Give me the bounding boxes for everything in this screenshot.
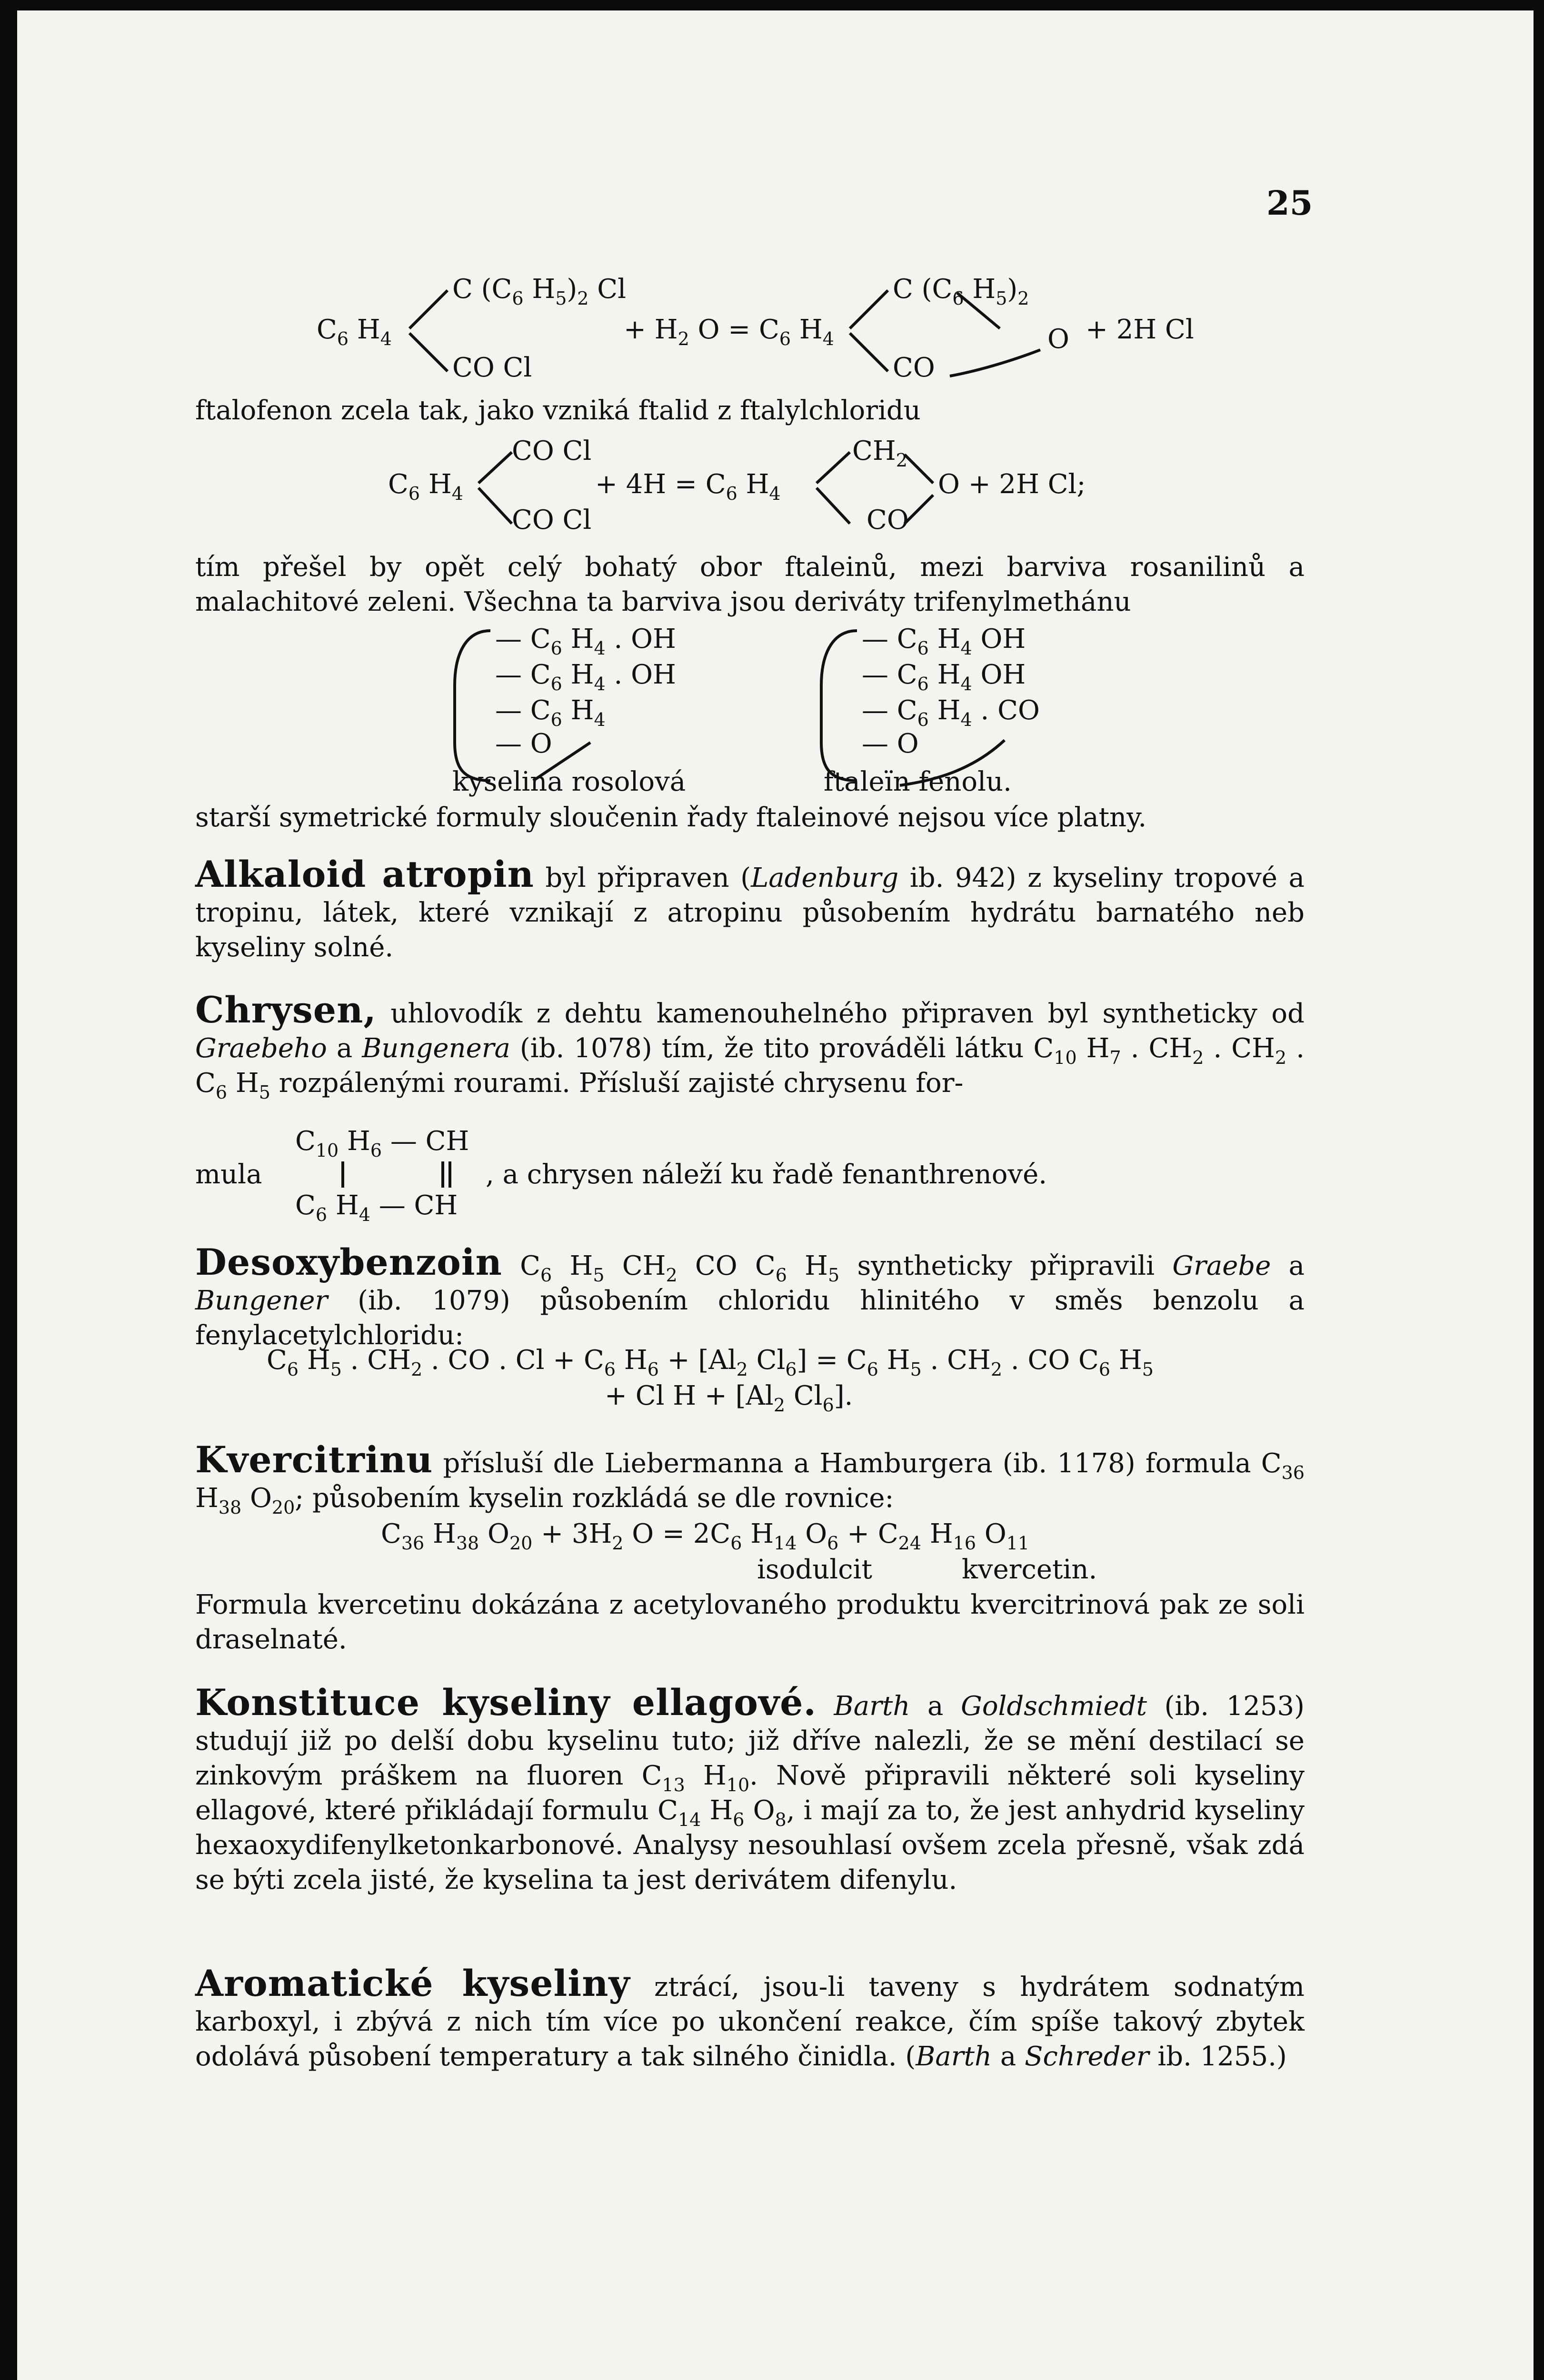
bond-line bbox=[905, 455, 933, 483]
para-ellagova: Konstituce kyseliny ellagové. Barth a Goldschmiedt (ib. 1253) studují již po delší dobu kyselinu tuto; již dříve nalezli, že se mění destilací se zinkovým práškem na fluoren $C_{13}$ $H_{10}$. Nově připravili některé soli kyseliny ellagové, které přikládají formulu $C_{14}$ $H_6$ $O_8$, i mají za to, že jest anhydrid kyseliny hexaoxydifenylketonkarbonové. Analysy nesouhlasí ovšem zcela přesně, však zdá se býti zcela jisté, že kyselina ta jest derivátem difenylu. bbox=[195, 1681, 1305, 1895]
eq1-middle: + $H_2$ $O = C_6$ $H_4$ bbox=[624, 314, 834, 349]
para-aromaticke: Aromatické kyseliny ztrácí, jsou-li taveny s hydrátem sodnatým karboxyl, i zbývá z nich tím více po ukončení reakce, čím spíše takový zbytek odolává působení temperatury a tak silného činidla. (Barth a Schreder ib. 1255.) bbox=[195, 1962, 1305, 2072]
heading-aromaticke: Aromatické kyseliny bbox=[195, 1962, 630, 2004]
rosol-line-1: — $C_6$ $H_4$ . OH bbox=[495, 624, 676, 659]
para-atropin: Alkaloid atropin byl připraven (Ladenburg ib. 942) z kyseliny tropové a tropinu, látek, které vznikají z atropinu působením hydrátu barnatého neb kyseliny solné. bbox=[195, 853, 1305, 963]
formula-bracket bbox=[821, 631, 857, 781]
chrysen-formula-word: mula bbox=[195, 1159, 262, 1190]
rosol-line-2: — $C_6$ $H_4$ . OH bbox=[495, 659, 676, 694]
eq2-right-top: $CH_2$ bbox=[852, 436, 907, 471]
bond-line bbox=[850, 290, 888, 328]
bond-line bbox=[409, 290, 448, 328]
eq1-b-top: C ($C_6$ $H_5)_2$ bbox=[893, 274, 1029, 309]
line-starsi: starší symetrické formuly sloučenin řady ftaleinové nejsou více platny. bbox=[195, 802, 1147, 833]
ftalein-line-1: — $C_6$ $H_4$ OH bbox=[862, 624, 1026, 659]
heading-ellagova: Konstituce kyseliny ellagové. bbox=[195, 1681, 817, 1724]
bond-line bbox=[850, 333, 888, 371]
eq1-b-bottom: CO bbox=[893, 352, 935, 383]
kvercitrin-label-isodulcit: isodulcit bbox=[757, 1554, 872, 1585]
kvercitrin-label-kvercetin: kvercetin. bbox=[962, 1554, 1097, 1585]
formula-bracket bbox=[455, 631, 490, 781]
desoxy-equation-1: $C_6$ $H_5$ . $CH_2$ . CO . $Cl + C_6$ $H_6 + [Al_2$ $Cl_6] = C_6$ $H_5$ . $CH_2$ . CO $C_6$ $H_5$ bbox=[267, 1345, 1154, 1380]
heading-chrysen: Chrysen, bbox=[195, 989, 377, 1031]
eq2-tail: O + 2H Cl; bbox=[938, 469, 1086, 500]
eq1-a-top: C ($C_6$ $H_5)_2$ Cl bbox=[452, 274, 626, 309]
ftalein-line-2: — $C_6$ $H_4$ OH bbox=[862, 659, 1026, 694]
chrysen-tail: , a chrysen náleží ku řadě fenanthrenové. bbox=[486, 1159, 1047, 1190]
eq1-a-left: $C_6$ $H_4$ bbox=[317, 314, 392, 349]
rosol-line-3: — $C_6$ $H_4$ bbox=[495, 695, 606, 730]
heading-desoxybenzoin: Desoxybenzoin bbox=[195, 1241, 502, 1283]
bond-line bbox=[905, 495, 933, 524]
eq2-right-bottom: CO bbox=[867, 505, 909, 536]
bond-line bbox=[409, 333, 448, 371]
rosol-caption: kyselina rosolová bbox=[452, 766, 686, 797]
heading-kvercitrin: Kvercitrinu bbox=[195, 1438, 433, 1481]
eq1-tail: + 2H Cl bbox=[1086, 314, 1194, 345]
para-kvercitrin: Kvercitrinu přísluší dle Liebermanna a Hamburgera (ib. 1178) formula $C_{36}$ $H_{38}$ $O_{20}$; působením kyselin rozkládá se dle rovnice: bbox=[195, 1438, 1305, 1518]
para-ftalein: tím přešel by opět celý bohatý obor ftaleinů, mezi barviva rosanilinů a malachitové zeleni. Všechna ta barviva jsou deriváty trifenylmethánu bbox=[195, 552, 1305, 617]
line-ftalofenon: ftalofenon zcela tak, jako vzniká ftalid z ftalylchloridu bbox=[195, 395, 921, 426]
para-chrysen: Chrysen, uhlovodík z dehtu kamenouhelného připraven byl syntheticky od Graebeho a Bungenera (ib. 1078) tím, že tito prováděli látku $C_{10}$ $H_7$ . $CH_2$ . $CH_2$ . $C_6$ $H_5$ rozpálenými rourami. Přísluší zajisté chrysenu for- bbox=[195, 989, 1305, 1103]
eq1-b-oxygen: O bbox=[1047, 324, 1069, 355]
eq2-top: CO Cl bbox=[512, 436, 592, 466]
eq2-middle: + $4H = C_6$ $H_4$ bbox=[595, 469, 781, 504]
para-desoxybenzoin: Desoxybenzoin $C_6$ $H_5$ $CH_2$ CO $C_6$ $H_5$ syntheticky připravili Graebe a Bungener (ib. 1079) působením chloridu hlinitého v směs benzolu a fenylacetylchloridu: bbox=[195, 1241, 1305, 1351]
eq1-a-bottom: CO Cl bbox=[452, 352, 532, 383]
chrysen-formula-top: $C_{10}$ $H_6$ — CH bbox=[295, 1126, 469, 1161]
ftalein-line-4: — O bbox=[862, 728, 919, 759]
bond-line bbox=[817, 452, 850, 483]
bond-line bbox=[478, 452, 512, 483]
rosol-line-4: — O bbox=[495, 728, 552, 759]
bond-line bbox=[817, 488, 850, 524]
ftalein-line-3: — $C_6$ $H_4$ . CO bbox=[862, 695, 1040, 730]
kvercitrin-equation: $C_{36}$ $H_{38}$ $O_{20} + 3H_2$ $O = 2C_6$ $H_{14}$ $O_6 + C_{24}$ $H_{16}$ $O_{11}$ bbox=[381, 1518, 1030, 1554]
page-number: 25 bbox=[1266, 183, 1313, 223]
bond-line bbox=[950, 350, 1040, 376]
chrysen-formula-bottom: $C_6$ $H_4$ — CH bbox=[295, 1190, 458, 1225]
ftalein-caption: ftaleïn fenolu. bbox=[824, 766, 1012, 797]
heading-atropin: Alkaloid atropin bbox=[195, 853, 534, 895]
bond-line bbox=[478, 488, 512, 524]
eq2-left: $C_6$ $H_4$ bbox=[388, 469, 463, 504]
desoxy-equation-2: + Cl $H + [Al_2$ $Cl_6$]. bbox=[605, 1380, 853, 1416]
para-kvercetin-formula: Formula kvercetinu dokázána z acetylovaného produktu kvercitrinová pak ze soli draselnaté. bbox=[195, 1589, 1305, 1655]
eq2-bottom: CO Cl bbox=[512, 505, 592, 536]
